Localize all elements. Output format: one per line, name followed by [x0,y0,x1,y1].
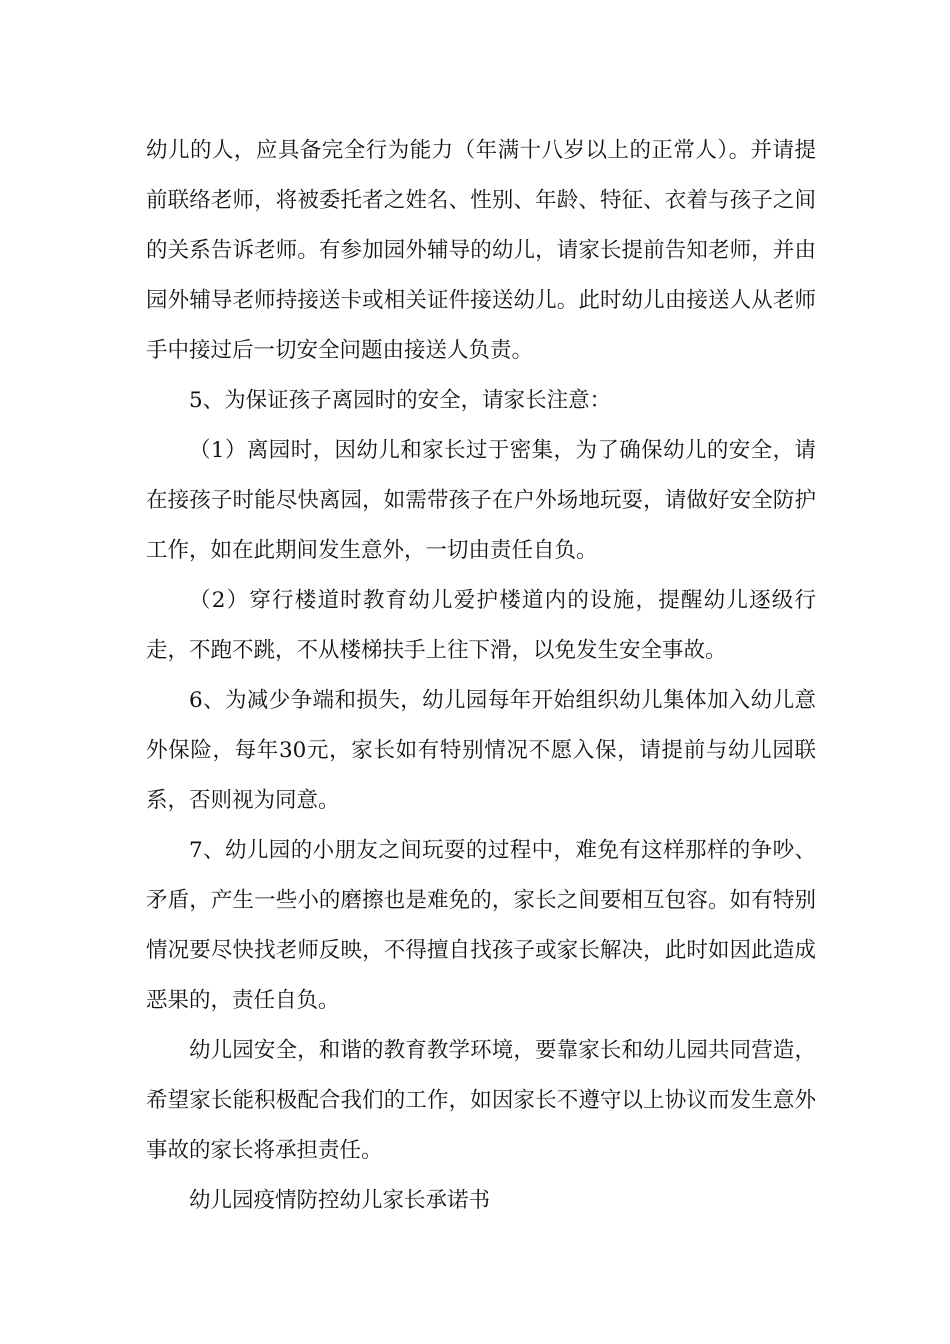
paragraph-next-title: 幼儿园疫情防控幼儿家长承诺书 [189,1188,491,1213]
document-body [146,126,816,1226]
paragraph-item-5: 5、为保证孩子离园时的安全，请家长注意： [189,388,612,413]
paragraph-item-5-2: （2）穿行楼道时教育幼儿爱护楼道内的设施，提醒幼儿逐级行走，不跑不跳，不从楼梯扶手上往下滑，以免发生安全事故。 [146,588,816,663]
paragraph-item-7: 7、幼儿园的小朋友之间玩耍的过程中，难免有这样那样的争吵、矛盾，产生一些小的磨擦也是难免的，家长之间要相互包容。如有特别情况要尽快找老师反映，不得擅自找孩子或家长解决，此时如因此造成恶果的，责任自负。 [146,838,816,1013]
paragraph-item-6: 6、为减少争端和损失，幼儿园每年开始组织幼儿集体加入幼儿意外保险，每年30元，家长如有特别情况不愿入保，请提前与幼儿园联系，否则视为同意。 [146,688,816,813]
paragraph-continuation: 幼儿的人，应具备完全行为能力（年满十八岁以上的正常人）。并请提前联络老师，将被委托者之姓名、性别、年龄、特征、衣着与孩子之间的关系告诉老师。有参加园外辅导的幼儿，请家长提前告知老师，并由园外辅导老师持接送卡或相关证件接送幼儿。此时幼儿由接送人从老师手中接过后一切安全问题由接送人负责。 [146,138,816,363]
paragraph-item-5-1: （1）离园时，因幼儿和家长过于密集，为了确保幼儿的安全，请在接孩子时能尽快离园，如需带孩子在户外场地玩耍，请做好安全防护工作，如在此期间发生意外，一切由责任自负。 [146,438,816,563]
paragraph-closing: 幼儿园安全，和谐的教育教学环境，要靠家长和幼儿园共同营造，希望家长能积极配合我们的工作，如因家长不遵守以上协议而发生意外事故的家长将承担责任。 [146,1038,816,1163]
